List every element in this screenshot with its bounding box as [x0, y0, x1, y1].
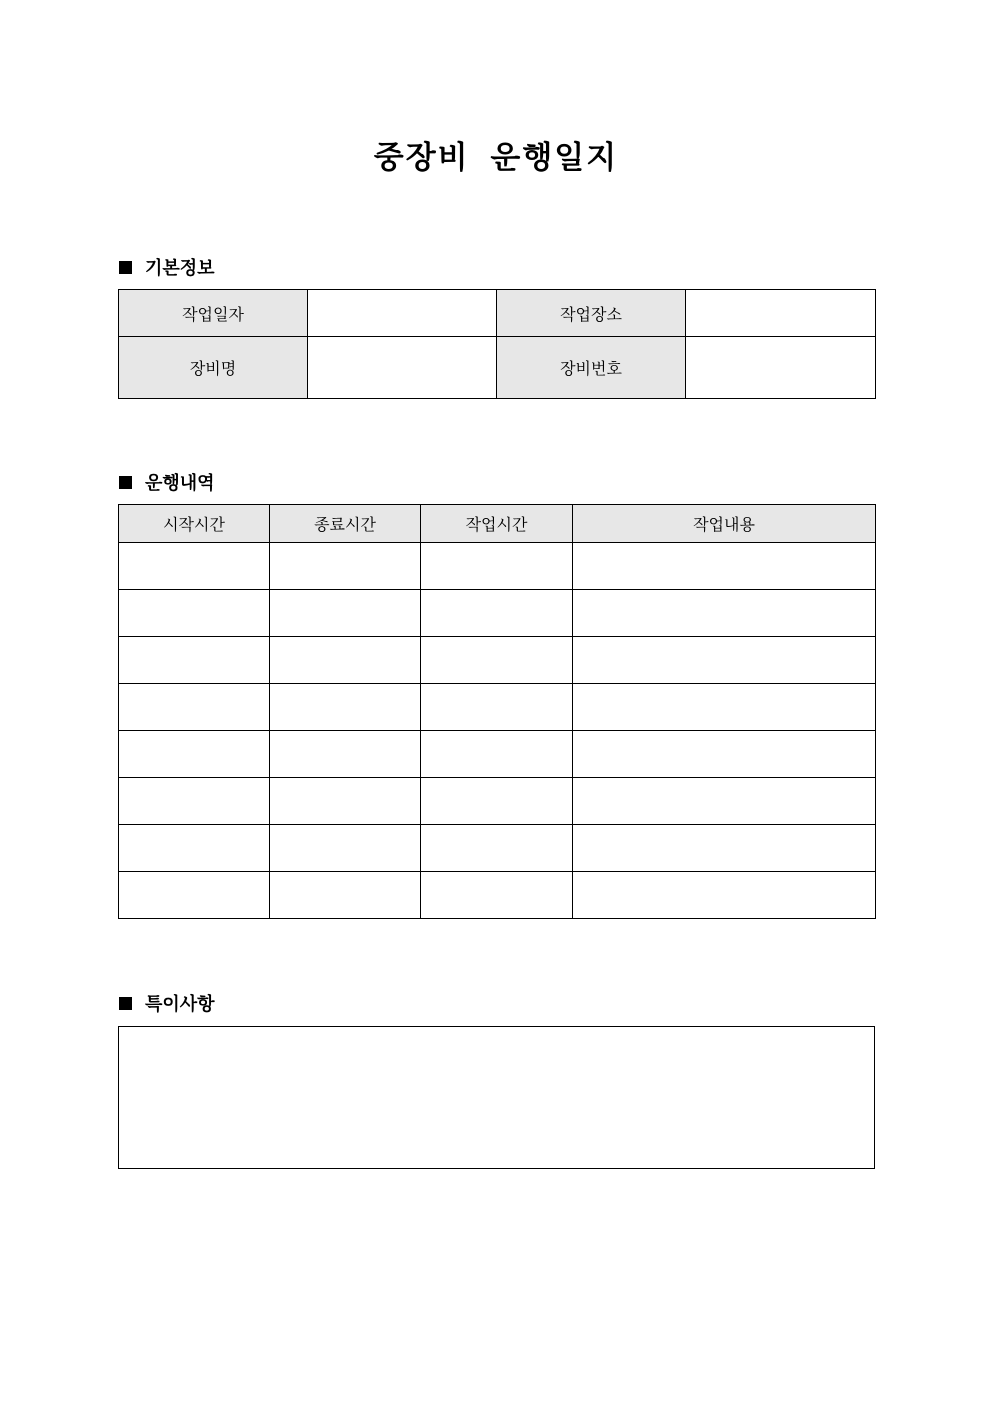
- work-content-cell[interactable]: [573, 778, 876, 825]
- basic-info-table: [118, 289, 876, 399]
- table-row: [119, 872, 876, 919]
- table-row: [119, 684, 876, 731]
- equipment-name-field[interactable]: [308, 337, 497, 399]
- work-content-cell[interactable]: [573, 637, 876, 684]
- document-title: 중장비 운행일지: [373, 140, 619, 176]
- work-location-label: 작업장소: [497, 290, 686, 337]
- work-content-cell[interactable]: [573, 590, 876, 637]
- work-location-field[interactable]: [686, 290, 876, 337]
- end-time-cell[interactable]: [270, 825, 421, 872]
- table-row: [119, 825, 876, 872]
- end-time-cell[interactable]: [270, 590, 421, 637]
- equipment-number-label: 장비번호: [497, 337, 686, 399]
- table-row: [119, 637, 876, 684]
- column-header-work-time: 작업시간: [421, 505, 573, 543]
- remarks-heading: [119, 990, 215, 1016]
- work-time-cell[interactable]: [421, 684, 573, 731]
- start-time-cell[interactable]: [119, 825, 270, 872]
- equipment-name-label: 장비명: [119, 337, 308, 399]
- table-row: [119, 543, 876, 590]
- table-row: [119, 731, 876, 778]
- basic-info-heading-text: 기본정보: [145, 258, 215, 279]
- work-time-cell[interactable]: [421, 778, 573, 825]
- work-content-cell[interactable]: [573, 731, 876, 778]
- work-content-cell[interactable]: [573, 825, 876, 872]
- column-header-start-time: 시작시간: [119, 505, 270, 543]
- start-time-cell[interactable]: [119, 778, 270, 825]
- work-time-cell[interactable]: [421, 543, 573, 590]
- work-time-cell[interactable]: [421, 825, 573, 872]
- work-content-cell[interactable]: [573, 543, 876, 590]
- square-bullet-icon: [119, 476, 132, 489]
- work-time-cell[interactable]: [421, 872, 573, 919]
- end-time-cell[interactable]: [270, 543, 421, 590]
- work-time-cell[interactable]: [421, 731, 573, 778]
- work-date-label: 작업일자: [119, 290, 308, 337]
- work-time-cell[interactable]: [421, 637, 573, 684]
- operation-log-heading-text: 운행내역: [145, 473, 215, 494]
- equipment-number-field[interactable]: [686, 337, 876, 399]
- start-time-cell[interactable]: [119, 637, 270, 684]
- start-time-cell[interactable]: [119, 590, 270, 637]
- start-time-cell[interactable]: [119, 731, 270, 778]
- column-header-work-content: 작업내용: [573, 505, 876, 543]
- table-row: [119, 778, 876, 825]
- end-time-cell[interactable]: [270, 731, 421, 778]
- square-bullet-icon: [119, 261, 132, 274]
- table-row: [119, 590, 876, 637]
- operation-log-table: [118, 504, 876, 919]
- basic-info-heading: [119, 254, 215, 280]
- end-time-cell[interactable]: [270, 637, 421, 684]
- table-header-row: [119, 505, 876, 543]
- end-time-cell[interactable]: [270, 872, 421, 919]
- end-time-cell[interactable]: [270, 684, 421, 731]
- work-time-cell[interactable]: [421, 590, 573, 637]
- work-content-cell[interactable]: [573, 872, 876, 919]
- start-time-cell[interactable]: [119, 872, 270, 919]
- work-content-cell[interactable]: [573, 684, 876, 731]
- column-header-end-time: 종료시간: [270, 505, 421, 543]
- start-time-cell[interactable]: [119, 684, 270, 731]
- end-time-cell[interactable]: [270, 778, 421, 825]
- square-bullet-icon: [119, 997, 132, 1010]
- remarks-field[interactable]: [118, 1026, 875, 1169]
- work-date-field[interactable]: [308, 290, 497, 337]
- start-time-cell[interactable]: [119, 543, 270, 590]
- remarks-heading-text: 특이사항: [145, 994, 215, 1015]
- operation-log-heading: [119, 469, 215, 495]
